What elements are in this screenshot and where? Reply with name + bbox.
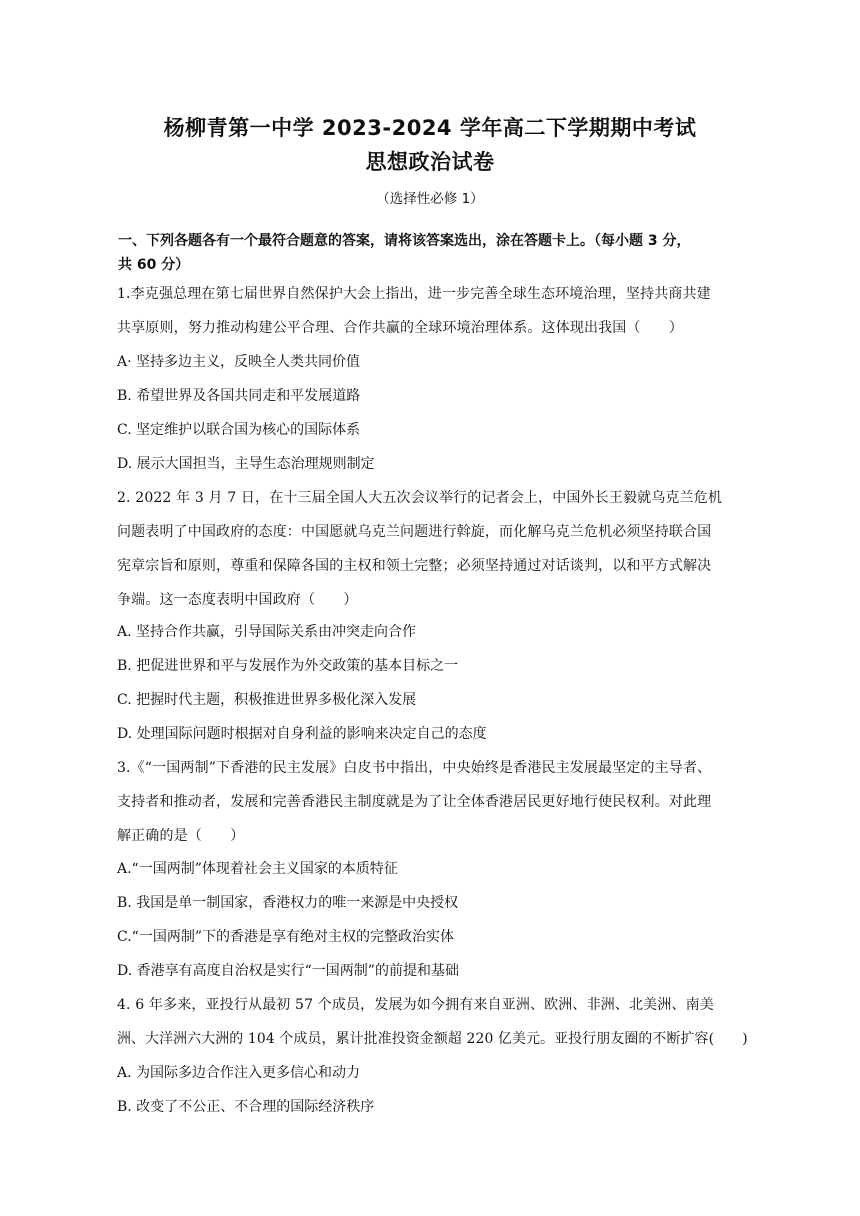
question-1-option-a: A· 坚持多边主义，反映全人类共同价值 xyxy=(117,354,361,370)
question-1-stem: 共享原则，努力推动构建公平合理、合作共赢的全球环境治理体系。这体现出我国（ ） xyxy=(117,320,683,336)
section-heading xyxy=(118,229,748,277)
question-4-stem: 4. 6 年多来，亚投行从最初 57 个成员，发展为如今拥有来自亚洲、欧洲、非洲、北美洲、南美 xyxy=(117,997,714,1013)
question-3-option-b: B. 我国是单一制国家，香港权力的唯一来源是中央授权 xyxy=(117,895,459,911)
question-3-stem: 支持者和推动者，发展和完善香港民主制度就是为了让全体香港居民更好地行使民权利。对此理 xyxy=(117,794,712,810)
question-2-option-c: C. 把握时代主题，积极推进世界多极化深入发展 xyxy=(117,692,417,708)
question-2-stem: 争端。这一态度表明中国政府（ ） xyxy=(117,592,358,608)
question-3-stem: 3.《“一国两制”下香港的民主发展》白皮书中指出，中央始终是香港民主发展最坚定的主导者、 xyxy=(117,760,712,776)
question-4-option-b: B. 改变了不公正、不合理的国际经济秩序 xyxy=(117,1099,375,1115)
exam-subject-title: 思想政治试卷 xyxy=(365,150,495,174)
question-2-option-b: B. 把促进世界和平与发展作为外交政策的基本目标之一 xyxy=(117,658,459,674)
question-2-stem: 宪章宗旨和原则，尊重和保障各国的主权和领土完整；必须坚持通过对话谈判，以和平方式解决 xyxy=(117,558,712,574)
section-heading-line: 共 60 分） xyxy=(118,257,190,273)
question-4-option-a: A. 为国际多边合作注入更多信心和动力 xyxy=(117,1065,361,1081)
question-1-option-d: D. 展示大国担当，主导生态治理规则制定 xyxy=(117,456,375,472)
question-2-option-d: D. 处理国际问题时根据对自身利益的影响来决定自己的态度 xyxy=(117,726,487,742)
exam-title: 杨柳青第一中学 2023-2024 学年高二下学期期中考试 xyxy=(163,116,697,140)
question-2-stem: 2. 2022 年 3 月 7 日，在十三届全国人大五次会议举行的记者会上，中国外长王毅就乌克兰危机 xyxy=(117,490,722,506)
question-1-option-c: C. 坚定维护以联合国为核心的国际体系 xyxy=(117,422,361,438)
question-2-option-a: A. 坚持合作共赢，引导国际关系由冲突走向合作 xyxy=(117,624,417,640)
question-3-option-a: A.“一国两制”体现着社会主义国家的本质特征 xyxy=(117,861,398,877)
question-4-stem: 洲、大洋洲六大洲的 104 个成员，累计批准投资金额超 220 亿美元。亚投行朋友圈的不断扩容( ) xyxy=(117,1031,748,1047)
section-heading-line: 一、下列各题各有一个最符合题意的答案，请将该答案选出，涂在答题卡上。（每小题 3 分， xyxy=(118,233,691,249)
question-3-stem: 解正确的是（ ） xyxy=(117,828,245,844)
question-2-stem: 问题表明了中国政府的态度：中国愿就乌克兰问题进行斡旋，而化解乌克兰危机必须坚持联合国 xyxy=(117,524,712,540)
question-3-option-c: C.“一国两制”下的香港是享有绝对主权的完整政治实体 xyxy=(117,929,454,945)
question-3-option-d: D. 香港享有高度自治权是实行“一国两制”的前提和基础 xyxy=(117,963,459,979)
question-1-option-b: B. 希望世界及各国共同走和平发展道路 xyxy=(117,388,361,404)
exam-subtitle: （选择性必修 1） xyxy=(376,191,484,207)
question-1-stem: 1.李克强总理在第七届世界自然保护大会上指出，进一步完善全球生态环境治理，坚持共商共建 xyxy=(117,286,711,302)
